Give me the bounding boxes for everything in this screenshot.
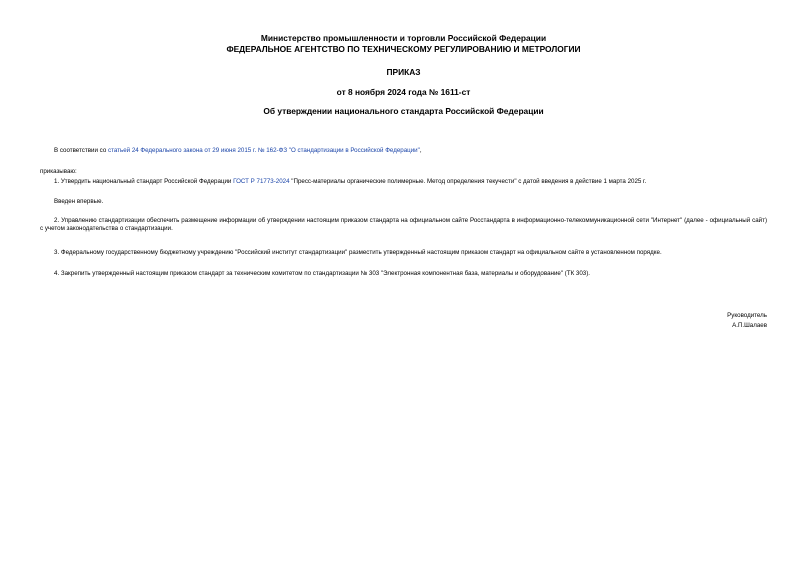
item-4: 4. Закрепить утвержденный настоящим приказом стандарт за техническим комитетом по стандартизации № 303 "Электронная компонентная база, материалы и оборудование" (ТК 303). (54, 270, 591, 277)
federal-law-link[interactable]: статьей 24 Федерального закона от 29 июня 2015 г. № 162-ФЗ "О стандартизации в Российской Федерации" (107, 147, 420, 154)
signature-title: Руководитель (727, 312, 767, 319)
intro-prefix: В соответствии со (54, 147, 108, 154)
document-subject: Об утверждении национального стандарта Российской Федерации (263, 106, 544, 116)
item-1-note: Введен впервые. (54, 198, 104, 205)
item-1-suffix: "Пресс-материалы органические полимерные. Метод определения текучести" с датой введения в действие 1 марта 2025 г. (289, 178, 647, 185)
agency-name: ФЕДЕРАЛЬНОЕ АГЕНТСТВО ПО ТЕХНИЧЕСКОМУ РЕГУЛИРОВАНИЮ И МЕТРОЛОГИИ (226, 44, 581, 54)
item-2: 2. Управлению стандартизации обеспечить размещение информации об утверждении настоящим приказом стандарта на официальном сайте Росстандарта в информационно-телекоммуникационной сети "Интернет" (далее - официальный сайт) с учетом законодательства о стандартизации. (40, 217, 767, 232)
item-3: 3. Федеральному государственному бюджетному учреждению "Российский институт стандартизации" разместить утвержденный настоящим приказом стандарт на официальном сайте в установленном порядке. (54, 249, 662, 256)
intro-suffix: , (419, 147, 422, 154)
gost-link[interactable]: ГОСТ Р 71773-2024 (233, 178, 290, 185)
signature-name: А.П.Шалаев (732, 322, 767, 329)
order-word: приказываю: (40, 168, 77, 175)
item-1-prefix: 1. Утвердить национальный стандарт Российской Федерации (54, 178, 234, 185)
intro-paragraph (54, 147, 422, 155)
document-type: ПРИКАЗ (386, 67, 421, 77)
document-date-number: от 8 ноября 2024 года № 1611-ст (336, 87, 471, 97)
ministry-name: Министерство промышленности и торговли Российской Федерации (260, 33, 547, 43)
item-1 (54, 178, 646, 186)
